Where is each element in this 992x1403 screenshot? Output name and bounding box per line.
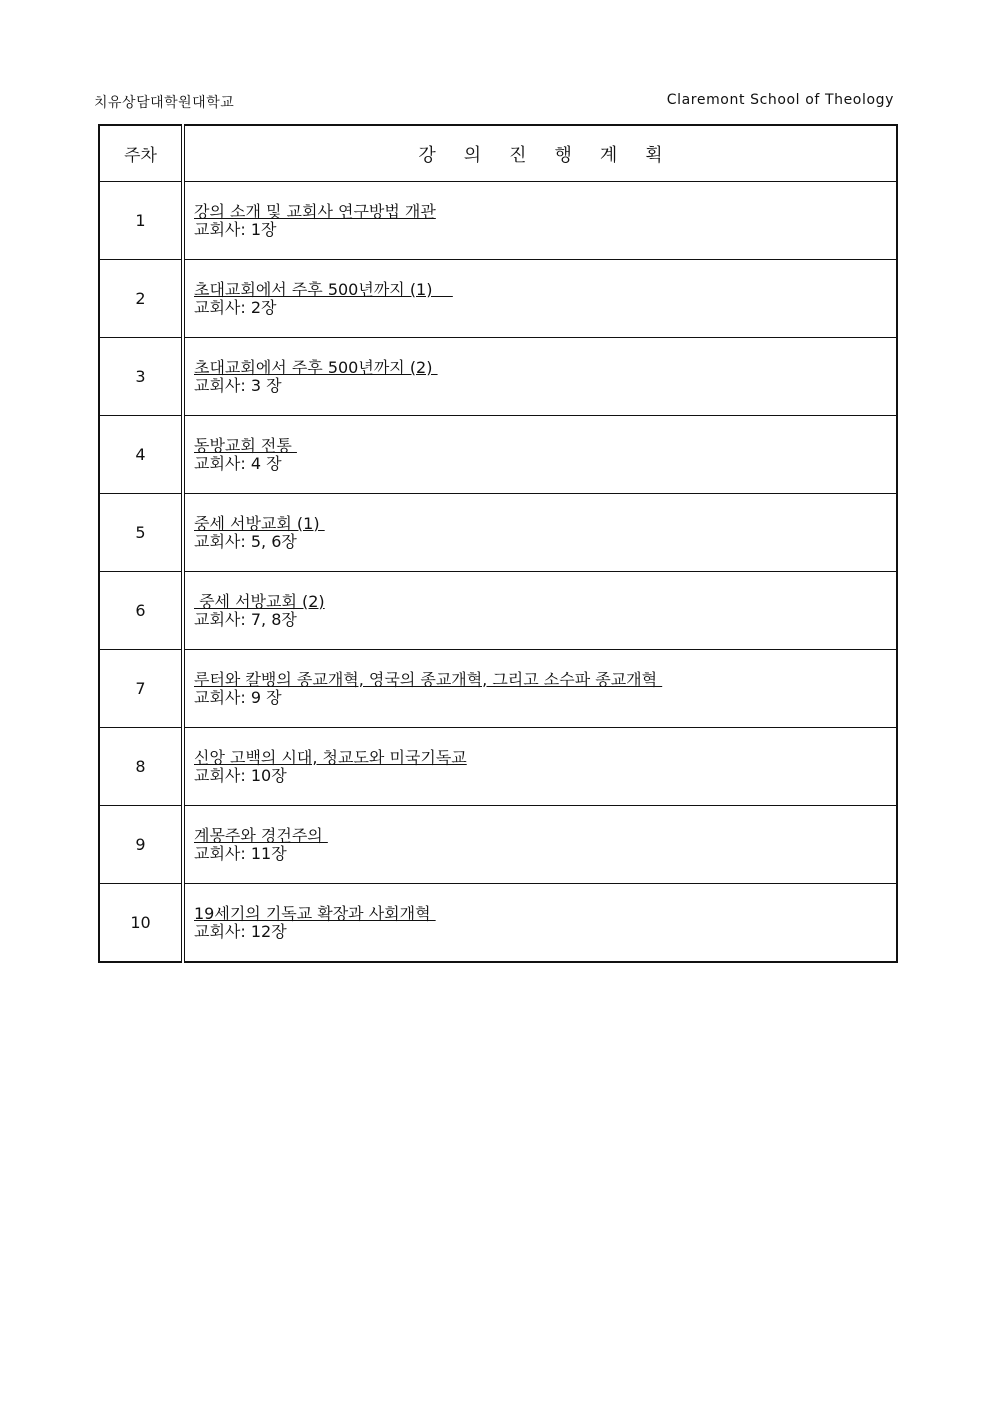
table-row xyxy=(99,650,897,728)
week-number: 10 xyxy=(99,884,183,963)
textbook-chapter: 교회사: 3 장 xyxy=(194,375,282,395)
week-number: 8 xyxy=(99,728,183,806)
lecture-schedule-table xyxy=(98,124,898,963)
week-column-header: 주차 xyxy=(99,125,183,182)
plan-column-header: 강의진행계획 xyxy=(183,125,897,182)
week-number: 1 xyxy=(99,182,183,260)
table-row xyxy=(99,416,897,494)
school-name: 치유상담대학원대학교 xyxy=(94,95,235,111)
table-row xyxy=(99,338,897,416)
plan-cell xyxy=(183,494,897,572)
week-number: 7 xyxy=(99,650,183,728)
lecture-topic: 신앙 고백의 시대, 청교도와 미국기독교 xyxy=(194,747,467,767)
lecture-topic: 동방교회 전통 xyxy=(194,435,297,455)
textbook-chapter: 교회사: 5, 6장 xyxy=(194,531,297,551)
table-header-row xyxy=(99,125,897,182)
table-row xyxy=(99,494,897,572)
week-number: 9 xyxy=(99,806,183,884)
table-row xyxy=(99,728,897,806)
plan-cell xyxy=(183,338,897,416)
table-row xyxy=(99,182,897,260)
lecture-topic: 19세기의 기독교 확장과 사회개혁 xyxy=(194,903,436,923)
lecture-topic: 강의 소개 및 교회사 연구방법 개관 xyxy=(194,201,436,221)
plan-cell xyxy=(183,728,897,806)
week-number: 2 xyxy=(99,260,183,338)
textbook-chapter: 교회사: 10장 xyxy=(194,765,287,785)
textbook-chapter: 교회사: 9 장 xyxy=(194,687,282,707)
textbook-chapter: 교회사: 11장 xyxy=(194,843,287,863)
week-number: 4 xyxy=(99,416,183,494)
lecture-topic: 중세 서방교회 (2) xyxy=(194,591,325,611)
lecture-topic: 계몽주와 경건주의 xyxy=(194,825,328,845)
plan-cell xyxy=(183,650,897,728)
lecture-topic: 초대교회에서 주후 500년까지 (1) xyxy=(194,279,453,299)
lecture-topic: 초대교회에서 주후 500년까지 (2) xyxy=(194,357,438,377)
plan-cell xyxy=(183,260,897,338)
week-number: 5 xyxy=(99,494,183,572)
plan-cell xyxy=(183,572,897,650)
plan-cell xyxy=(183,416,897,494)
lecture-topic: 루터와 칼뱅의 종교개혁, 영국의 종교개혁, 그리고 소수파 종교개혁 xyxy=(194,669,663,689)
table-row xyxy=(99,572,897,650)
textbook-chapter: 교회사: 1장 xyxy=(194,219,277,239)
textbook-chapter: 교회사: 4 장 xyxy=(194,453,282,473)
table-row xyxy=(99,806,897,884)
textbook-chapter: 교회사: 12장 xyxy=(194,921,287,941)
plan-cell xyxy=(183,884,897,963)
table-row xyxy=(99,884,897,963)
textbook-chapter: 교회사: 7, 8장 xyxy=(194,609,297,629)
week-number: 6 xyxy=(99,572,183,650)
partner-school-name: Claremont School of Theology xyxy=(666,92,894,108)
plan-cell xyxy=(183,182,897,260)
lecture-topic: 중세 서방교회 (1) xyxy=(194,513,325,533)
week-number: 3 xyxy=(99,338,183,416)
textbook-chapter: 교회사: 2장 xyxy=(194,297,277,317)
table-row xyxy=(99,260,897,338)
plan-cell xyxy=(183,806,897,884)
